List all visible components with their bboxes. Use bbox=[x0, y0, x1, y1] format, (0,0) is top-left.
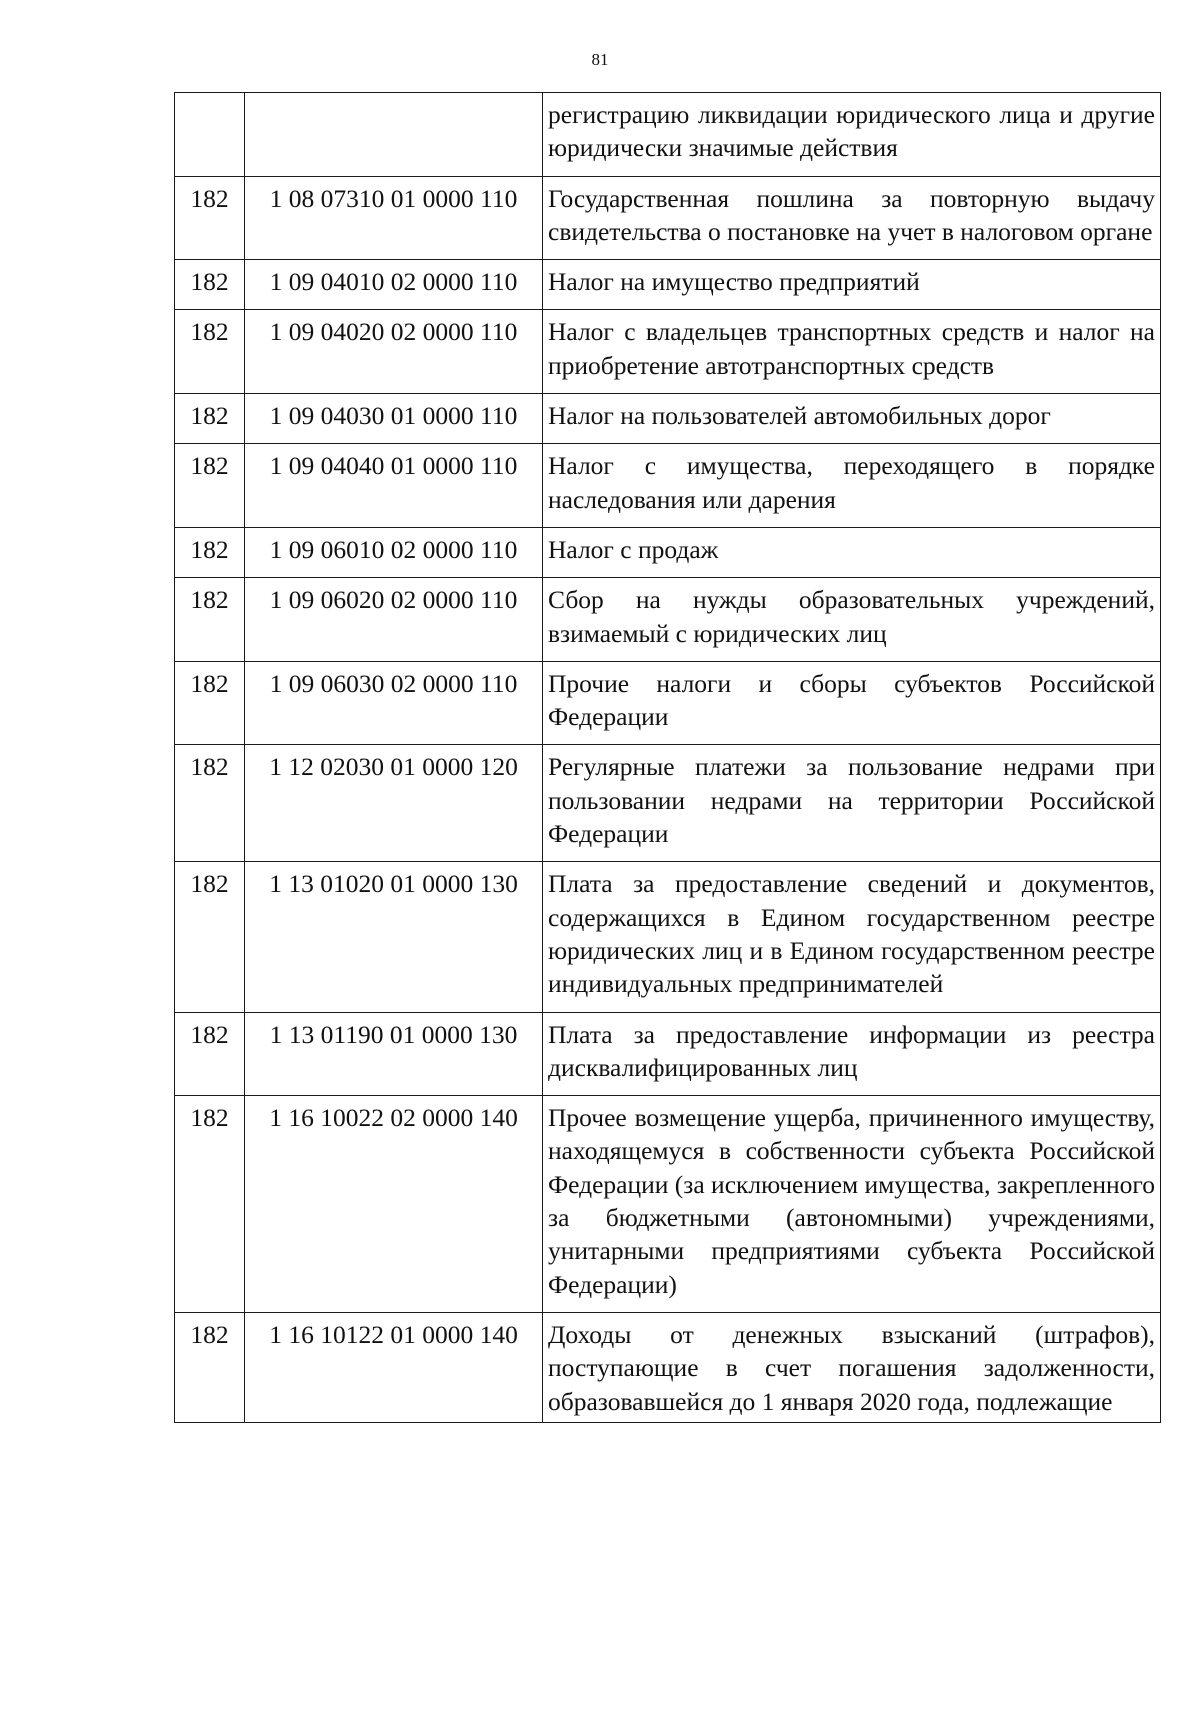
revenue-code-cell: 1 12 02030 01 0000 120 bbox=[245, 745, 543, 862]
table-row bbox=[175, 661, 1161, 745]
revenue-code-cell: 1 09 04030 01 0000 110 bbox=[245, 394, 543, 444]
revenue-name-cell: Регулярные платежи за пользование недрами при пользовании недрами на территории Российской Федерации bbox=[543, 745, 1161, 862]
admin-code-cell: 182 bbox=[175, 527, 245, 577]
table-row bbox=[175, 1012, 1161, 1096]
revenue-name-cell: Плата за предоставление информации из реестра дисквалифицированных лиц bbox=[543, 1012, 1161, 1096]
revenue-name-cell: Налог с владельцев транспортных средств и налог на приобретение автотранспортных средств bbox=[543, 310, 1161, 394]
revenue-codes-table bbox=[174, 92, 1161, 1423]
admin-code-cell: 182 bbox=[175, 444, 245, 528]
revenue-code-cell: 1 08 07310 01 0000 110 bbox=[245, 176, 543, 260]
admin-code-cell: 182 bbox=[175, 310, 245, 394]
table-row bbox=[175, 176, 1161, 260]
table-row bbox=[175, 745, 1161, 862]
table-row bbox=[175, 862, 1161, 1012]
revenue-name-cell: Доходы от денежных взысканий (штрафов), поступающие в счет погашения задолженности, образовавшейся до 1 января 2020 года, подлежащие bbox=[543, 1312, 1161, 1422]
revenue-code-cell: 1 09 06030 02 0000 110 bbox=[245, 661, 543, 745]
admin-code-cell: 182 bbox=[175, 661, 245, 745]
admin-code-cell: 182 bbox=[175, 862, 245, 1012]
table-row bbox=[175, 93, 1161, 177]
revenue-name-cell: Налог на пользователей автомобильных дорог bbox=[543, 394, 1161, 444]
table-row bbox=[175, 310, 1161, 394]
revenue-code-cell: 1 16 10122 01 0000 140 bbox=[245, 1312, 543, 1422]
revenue-code-cell: 1 09 04010 02 0000 110 bbox=[245, 260, 543, 310]
admin-code-cell: 182 bbox=[175, 1096, 245, 1313]
revenue-code-cell: 1 09 04040 01 0000 110 bbox=[245, 444, 543, 528]
revenue-name-cell: Налог с продаж bbox=[543, 527, 1161, 577]
revenue-code-cell: 1 09 06020 02 0000 110 bbox=[245, 578, 543, 662]
table-row bbox=[175, 444, 1161, 528]
page-number: 81 bbox=[591, 50, 609, 69]
admin-code-cell: 182 bbox=[175, 394, 245, 444]
revenue-code-cell: 1 16 10022 02 0000 140 bbox=[245, 1096, 543, 1313]
admin-code-cell: 182 bbox=[175, 745, 245, 862]
admin-code-cell bbox=[175, 93, 245, 177]
revenue-name-cell: Государственная пошлина за повторную выдачу свидетельства о постановке на учет в налоговом органе bbox=[543, 176, 1161, 260]
admin-code-cell: 182 bbox=[175, 176, 245, 260]
revenue-code-cell: 1 09 04020 02 0000 110 bbox=[245, 310, 543, 394]
revenue-code-cell: 1 13 01190 01 0000 130 bbox=[245, 1012, 543, 1096]
table-row bbox=[175, 260, 1161, 310]
revenue-name-cell: Прочее возмещение ущерба, причиненного имуществу, находящемуся в собственности субъекта Российской Федерации (за исключением имущества, закрепленного за бюджетными (автономными) учреждениями, унитарными предприятиями субъекта Российской Федерации) bbox=[543, 1096, 1161, 1313]
admin-code-cell: 182 bbox=[175, 1012, 245, 1096]
revenue-name-cell: Сбор на нужды образовательных учреждений, взимаемый с юридических лиц bbox=[543, 578, 1161, 662]
admin-code-cell: 182 bbox=[175, 260, 245, 310]
table-row bbox=[175, 1312, 1161, 1422]
revenue-name-cell: регистрацию ликвидации юридического лица и другие юридически значимые действия bbox=[543, 93, 1161, 177]
table-row bbox=[175, 527, 1161, 577]
table-row bbox=[175, 578, 1161, 662]
admin-code-cell: 182 bbox=[175, 1312, 245, 1422]
table-row bbox=[175, 394, 1161, 444]
admin-code-cell: 182 bbox=[175, 578, 245, 662]
revenue-name-cell: Налог на имущество предприятий bbox=[543, 260, 1161, 310]
revenue-code-cell bbox=[245, 93, 543, 177]
revenue-code-cell: 1 09 06010 02 0000 110 bbox=[245, 527, 543, 577]
revenue-name-cell: Прочие налоги и сборы субъектов Российской Федерации bbox=[543, 661, 1161, 745]
table-row bbox=[175, 1096, 1161, 1313]
revenue-name-cell: Налог с имущества, переходящего в порядке наследования или дарения bbox=[543, 444, 1161, 528]
revenue-code-cell: 1 13 01020 01 0000 130 bbox=[245, 862, 543, 1012]
revenue-name-cell: Плата за предоставление сведений и документов, содержащихся в Едином государственном реестре юридических лиц и в Едином государственном реестре индивидуальных предпринимателей bbox=[543, 862, 1161, 1012]
